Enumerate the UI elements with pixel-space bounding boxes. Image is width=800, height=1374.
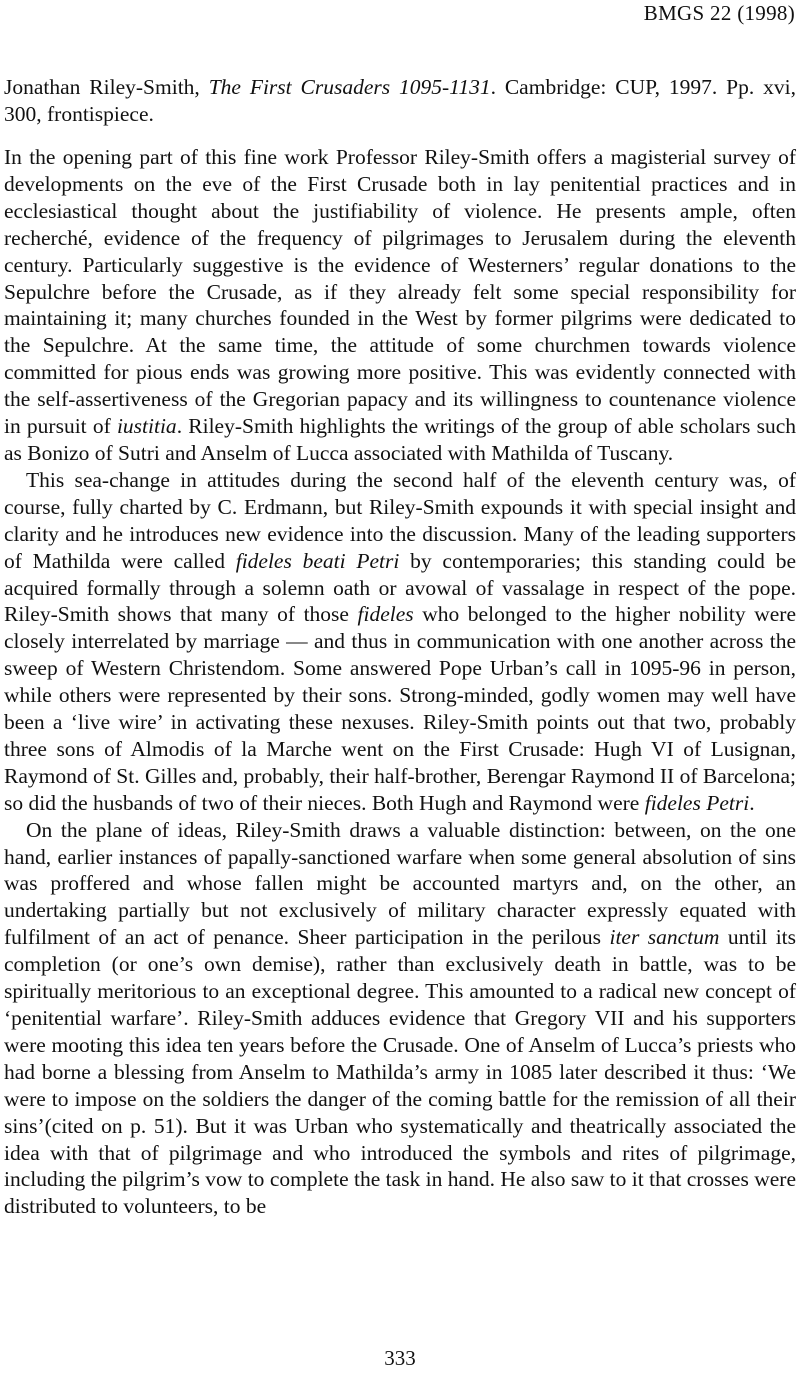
text-segment: Jonathan Riley-Smith, — [4, 75, 209, 99]
text-segment: until its completion (or one’s own demise), rather than exclusively death in battle, was to be spiritually meritorious to an exceptional degree. This amounted to a radical new concept of ‘penitential warfare’. Riley-Smith adduces evidence that Gregory VII and his supporters were mooting this idea ten years before the Crusade. One of Anselm of Lucca’s priests who had borne a blessing from Anselm to Mathilda’s army in 1085 later described it thus: ‘We were to impose on the soldiers the danger of the coming battle for the remission of all their sins’(cited on p. 51). But it was Urban who systematically and theatrically associated the idea with that of pilgrimage and who introduced the symbols and rites of pilgrimage, including the pilgrim’s vow to complete the task in hand. He also saw to it that crosses were distributed to volunteers, to be — [4, 925, 797, 1219]
italic-text: iter sanctum — [609, 925, 720, 950]
paragraph — [4, 144, 796, 467]
page-number: 333 — [384, 1346, 416, 1370]
text-segment: On the plane of ideas, Riley-Smith draws a valuable distinction: between, on the one hand, earlier instances of papally-sanctioned warfare when some general absolution of sins was proffered and whose fallen might be accounted martyrs and, on the other, an undertaking partially but not exclusively of military character expressly equated with fulfilment of an act of penance. Sheer participation in the perilous — [4, 817, 796, 950]
italic-text: iustitia — [116, 414, 177, 439]
paragraph — [4, 817, 796, 1221]
text-segment: who belonged to the higher nobility were closely interrelated by marriage — and thus in communication with one another across the sweep of Western Christendom. Some answered Pope Urban’s call in 1095-96 in person, while others were represented by their sons. Strong-minded, godly women may well have been a ‘live wire’ in activating these nexuses. Riley-Smith points out that two, probably three sons of Almodis of la Marche went on the First Crusade: Hugh VI of Lusignan, Raymond of St. Gilles and, probably, their half-brother, Berengar Raymond II of Barcelona; so did the husbands of two of their nieces. Both Hugh and Raymond were — [4, 602, 796, 815]
journal-header: BMGS 22 (1998) — [643, 1, 795, 25]
text-segment: . Cambridge: CUP, 1997. Pp. xvi, 300, frontispiece. — [4, 75, 796, 126]
book-citation — [4, 74, 796, 128]
text-segment: In the opening part of this fine work Professor Riley-Smith offers a magisterial survey of developments on the eve of the First Crusade both in lay penitential practices and in ecclesiastical thought about the justifiability of violence. He presents ample, often recherché, evidence of the frequency of pilgrimages to Jerusalem during the eleventh century. Particularly suggestive is the evidence of Westerners’ regular donations to the Sepulchre before the Crusade, as if they already felt some special responsibility for maintaining it; many churches founded in the West by former pilgrims were dedicated to the Sepulchre. At the same time, the attitude of some churchmen towards violence committed for pious ends was growing more positive. This was evidently connected with the self-assertiveness of the Gregorian papacy and its willingness to countenance violence in pursuit of — [4, 145, 796, 439]
text-segment: . Riley-Smith highlights the writings of the group of able scholars such as Bonizo of Sutri and Anselm of Lucca associated with Mathilda of Tuscany. — [4, 414, 796, 465]
italic-text: The First Crusaders 1095-1131 — [208, 75, 491, 99]
italic-text: fideles Petri — [644, 790, 750, 815]
italic-text: fideles — [357, 602, 414, 627]
review-body — [4, 144, 796, 1220]
italic-text: fideles beati Petri — [235, 548, 400, 573]
text-segment: . — [749, 790, 755, 815]
text-segment: This sea-change in attitudes during the second half of the eleventh century was, of course, fully charted by C. Erdmann, but Riley-Smith expounds it with special insight and clarity and he introduces new evidence into the discussion. Many of the leading supporters of Mathilda were called — [4, 467, 796, 573]
text-segment: by contemporaries; this standing could be acquired formally through a solemn oath or avowal of vassalage in respect of the pope. Riley-Smith shows that many of those — [4, 548, 796, 627]
paragraph — [4, 467, 796, 817]
